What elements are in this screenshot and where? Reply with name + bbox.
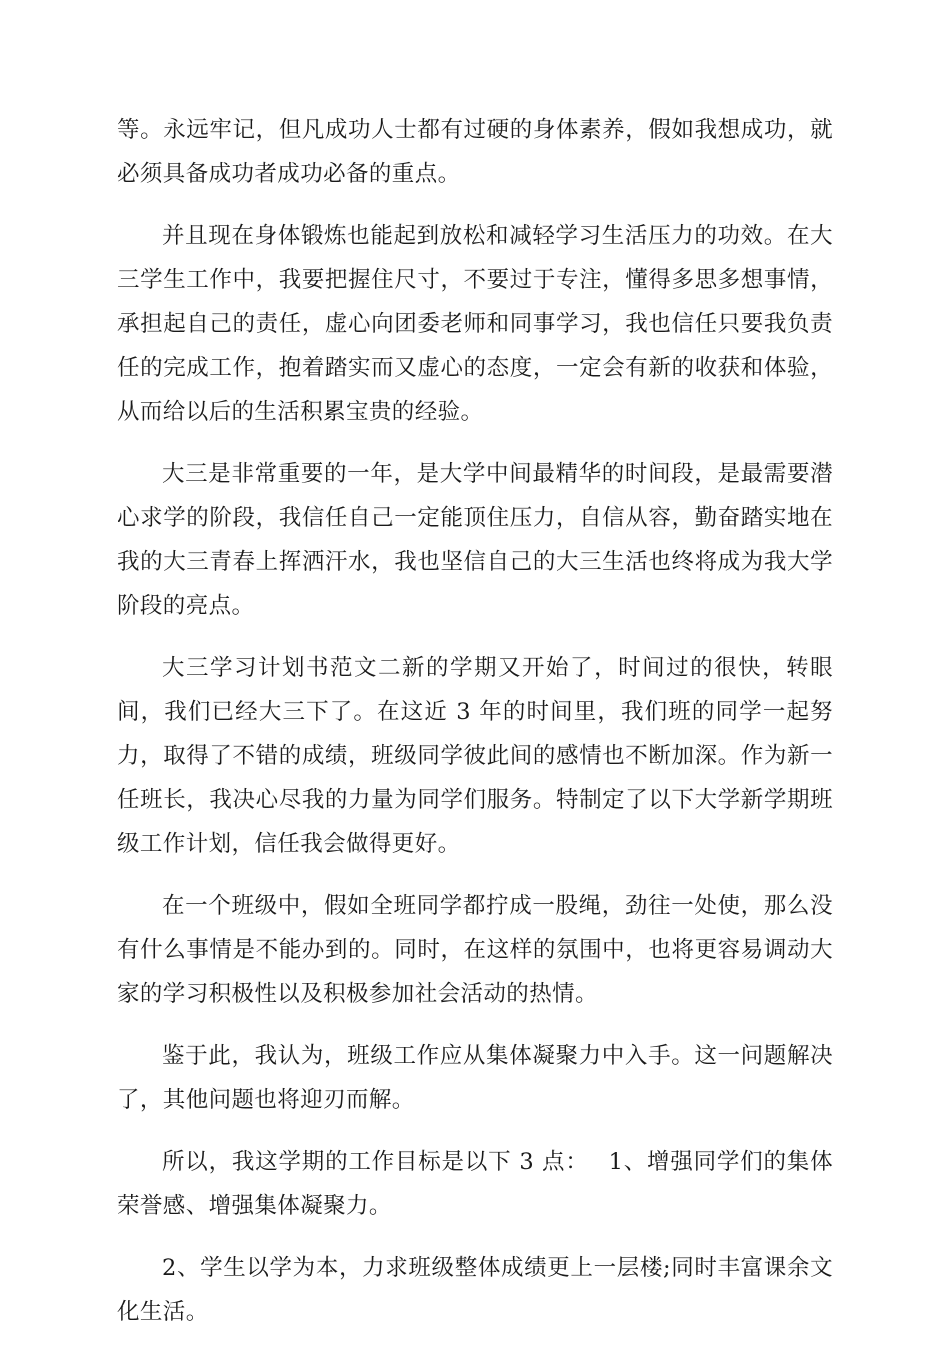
paragraph-5: 在一个班级中，假如全班同学都拧成一股绳，劲往一处使，那么没有什么事情是不能办到的。同时，在这样的氛围中，也将更容易调动大家的学习积极性以及积极参加社会活动的热情。 [117, 893, 833, 1007]
paragraph-8: 2、学生以学为本，力求班级整体成绩更上一层楼;同时丰富课余文化生活。 [117, 1255, 833, 1325]
paragraph-4: 大三学习计划书范文二新的学期又开始了，时间过的很快，转眼间，我们已经大三下了。在这近 3 年的时间里，我们班的同学一起努力，取得了不错的成绩，班级同学彼此间的感情也不断加深。作为新一任班长，我决心尽我的力量为同学们服务。特制定了以下大学新学期班级工作计划，信任我会做得更好。 [117, 655, 833, 857]
document-body [117, 108, 833, 1352]
paragraph-1: 等。永远牢记，但凡成功人士都有过硬的身体素养，假如我想成功，就必须具备成功者成功必备的重点。 [117, 117, 833, 187]
paragraph-3: 大三是非常重要的一年，是大学中间最精华的时间段，是最需要潜心求学的阶段，我信任自己一定能顶住压力，自信从容，勤奋踏实地在我的大三青春上挥洒汗水，我也坚信自己的大三生活也终将成为我大学阶段的亮点。 [117, 461, 833, 619]
paragraph-7: 所以，我这学期的工作目标是以下 3 点： 1、增强同学们的集体荣誉感、增强集体凝聚力。 [117, 1149, 833, 1219]
paragraph-6: 鉴于此，我认为，班级工作应从集体凝聚力中入手。这一问题解决了，其他问题也将迎刃而解。 [117, 1043, 833, 1113]
paragraph-2: 并且现在身体锻炼也能起到放松和减轻学习生活压力的功效。在大三学生工作中，我要把握住尺寸，不要过于专注，懂得多思多想事情，承担起自己的责任，虚心向团委老师和同事学习，我也信任只要我负责任的完成工作，抱着踏实而又虚心的态度，一定会有新的收获和体验，从而给以后的生活积累宝贵的经验。 [117, 223, 833, 425]
